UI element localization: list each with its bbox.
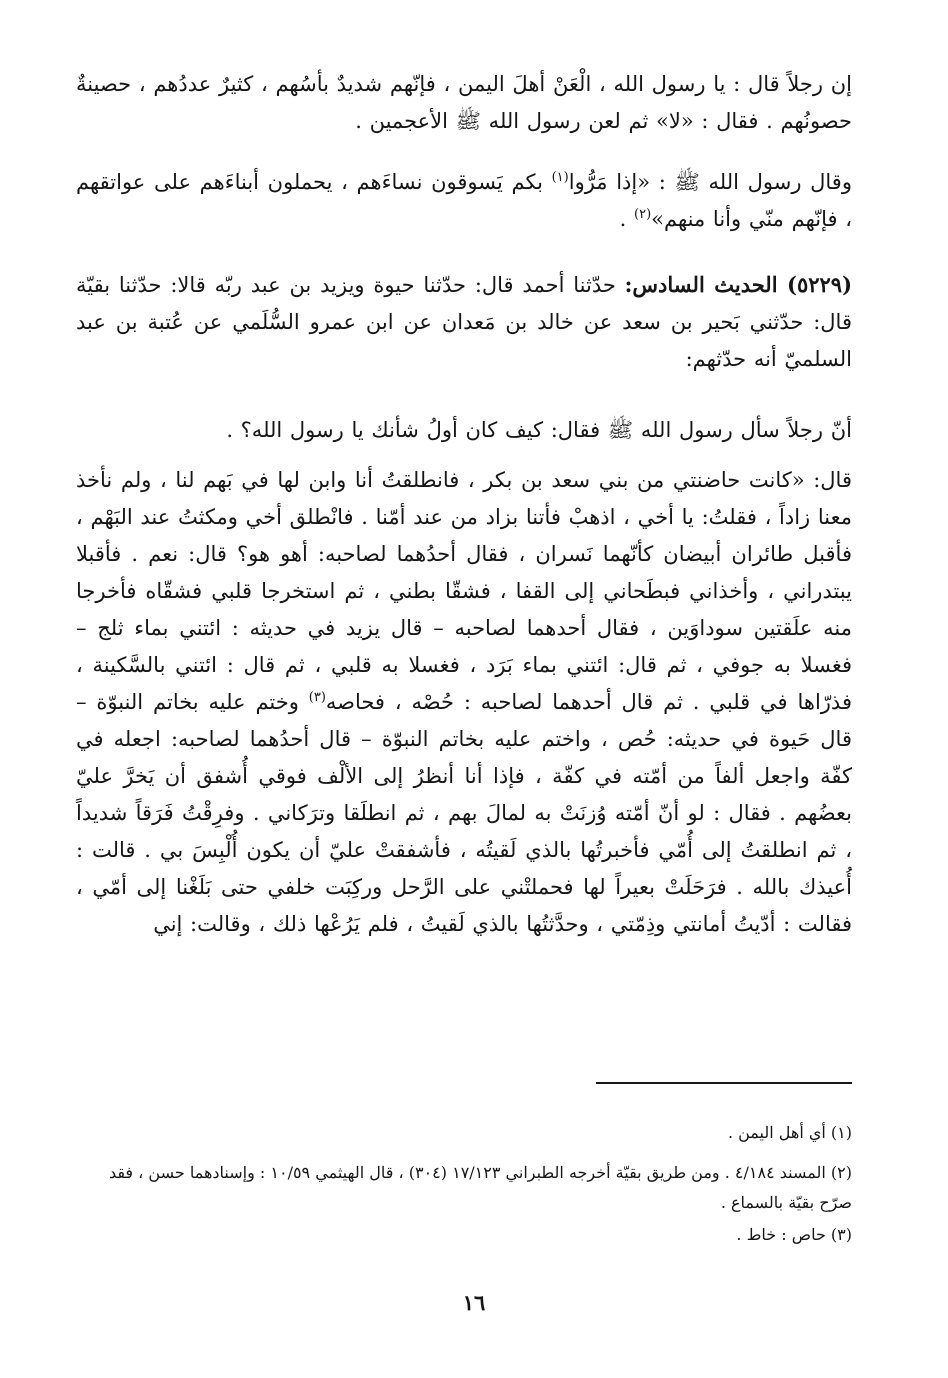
footnote-2: (٢) المسند ٤/١٨٤ . ومن طريق بقيّة أخرجه الطبراني ١٧/١٢٣ (٣٠٤) ، قال الهيثمي ١٠/٥٩ : وإسنادهما حسن ، فقد صرّح بقيّة بالسماع .	[108, 1163, 852, 1212]
paragraph-hadith-arabs	[76, 164, 852, 238]
narration-text: قال: «كانت حاضنتي من بني سعد بن بكر ، فانطلقتُ أنا وابن لها في بَهم لنا ، ولم نأخذ معنا زاداً ، فقلتُ: يا أخي ، اذهبْ فأتنا بزاد من عند أمّنا . فانْطلق أخي ومكثتُ عند البَهْم ، فأقبل طائران أبيضان كأنّهما نَسران ، فقال أحدُهما لصاحبه: أهو هو؟ قال: نعم . فأقبلا يبتدراني ، وأخذاني فبطَحاني إلى القفا ، فشقّا بطني ، ثم استخرجا قلبي فشقّاه فأخرجا منه علَقتين سوداوَين ، فقال أحدهما لصاحبه – قال يزيد في حديثه : ائتني بماء ثلج – فغسلا به جوفي ، ثم قال: ائتني بماء بَرَد ، فغسلا به قلبي ، ثم قال : ائتني بالسَّكينة ، فذرّاها في قلبي . ثم قال أحدهما لصاحبه : حُصْه ، فحاصه	[76, 468, 852, 714]
footnote-1: (١) أي أهل اليمن .	[727, 1123, 852, 1142]
paragraph-hadith-sixth	[76, 266, 852, 378]
footnote-marker-2: (٢)	[634, 207, 652, 222]
page-number: ١٦	[462, 1290, 486, 1315]
hadith-heading: (٥٢٢٩) الحديث السادس:	[624, 272, 852, 297]
paragraph-text: وقال رسول الله ﷺ : «إذا مَرُّوا	[568, 170, 852, 194]
footnote-marker-1: (١)	[551, 170, 569, 185]
footnote-divider	[596, 1082, 852, 1084]
paragraph-hadith-yemen: إن رجلاً قال : يا رسول الله ، الْعَنْ أهلَ اليمن ، فإنّهم شديدٌ بأسُهم ، كثيرٌ عددُهم ، حصينةٌ حصونُهم . فقال : «لا» ثم لعن رسول الله ﷺ الأعجمين .	[76, 72, 852, 133]
footnote-marker-3: (٣)	[308, 690, 326, 705]
narration-text: وختم عليه بخاتم النبوّة – قال حَيوة في حديثه: حُص ، واختم عليه بخاتم النبوّة – قال أحدُهما لصاحبه: اجعله في كفّة واجعل ألفاً من أمّته في كفّة ، فإذا أنا أنظرُ إلى الألْف فوقي أُشفق أن يَخرَّ عليّ بعضُهم . فقال : لو أنّ أمّته وُزنَتْ به لمالَ بهم ، ثم انطلَقا وترَكاني . وفرِقْتُ فَرَقاً شديداً ، ثم انطلقتُ إلى أُمّي فأخبرتُها بالذي لَقيتُه ، فأشفقتْ عليّ أن يكون أُلْبِسَ بي . قالت : أُعيذك بالله . فرَحَلَتْ بعيراً لها فحملتْني على الرَّحل وركِبَت خلفي حتى بَلَغْنا إلى أمّي ، فقالت : أدّيتُ أمانتي وذِمّتي ، وحدَّثتُها بالذي لَقيتُ ، فلم يَرُعْها ذلك ، وقالت: إني	[76, 690, 852, 936]
paragraph-question: أنّ رجلاً سأل رسول الله ﷺ فقال: كيف كان أولُ شأنك يا رسول الله؟ .	[226, 418, 852, 442]
paragraph-text: .	[619, 207, 635, 231]
footnote-3: (٣) حاص : خاط .	[736, 1225, 852, 1244]
isnad-text: حدّثنا أحمد قال: حدّثنا حيوة ويزيد بن عبد ربّه قالا: حدّثنا بقيّة قال: حدّثني بَحير بن سعد عن خالد بن مَعدان عن ابن عمرو السُّلَمي عن عُتبة بن عبد السلميّ أنه حدّثهم:	[76, 273, 852, 371]
paragraph-narration	[76, 462, 852, 943]
paragraph-text: بكم يَسوقون نساءَهم ، يحملون أبناءَهم على عواتقهم ، فإنّهم منّي وأنا منهم»	[76, 170, 852, 231]
footnotes	[76, 1118, 852, 1260]
